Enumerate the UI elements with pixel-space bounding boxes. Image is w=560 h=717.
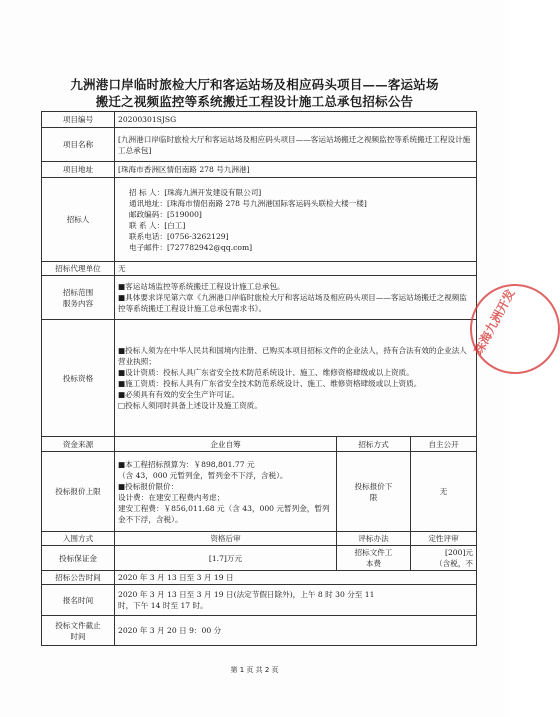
construction-fee-line: 建安工程费：￥856,011.68 元（含 43，000 元暂列金，暂列金不下浮，含税）。 xyxy=(118,503,330,524)
row-scope xyxy=(42,276,477,320)
row-funding xyxy=(42,437,477,452)
tender-method-label: 招标方式 xyxy=(337,437,411,452)
row-project-no xyxy=(42,112,477,128)
deadline-label-line-1: 投标文件截止 xyxy=(55,620,101,630)
tender-info-table xyxy=(41,111,477,646)
row-signup-time xyxy=(42,585,477,616)
tenderer-details xyxy=(115,178,477,262)
tenderer-label: 招标人 xyxy=(42,178,115,262)
tenderer-contact: 联 系 人：[白工] xyxy=(129,220,186,230)
document-fee-value-line-1: [200]元 xyxy=(445,548,474,557)
row-notice-time xyxy=(42,571,477,585)
deadline-value: 2020 年 3 月 20 日 9：00 分 xyxy=(115,616,477,646)
project-name-label: 项目名称 xyxy=(42,128,115,162)
tenderer-phone: 联系电话：[0756-3262129] xyxy=(129,231,229,241)
evaluation-method-value: 定性评审 xyxy=(411,532,477,546)
page-number: 第 1 页 共 2 页 xyxy=(230,666,279,674)
announcement-title xyxy=(40,76,469,110)
qualification-item-3: ■施工资质：投标人具有广东省安全技术防范系统设计、施工、维修资格肆级或以上资质。 xyxy=(118,379,422,388)
entry-method-label: 入围方式 xyxy=(42,532,115,546)
qualification-item-1: ■投标人须为在中华人民共和国境内注册、已购买本项目招标文件的企业法人，持有合法有效的企业法人营业执照； xyxy=(118,346,467,366)
tenderer-postcode: 邮政编码：[519000] xyxy=(129,209,202,219)
design-fee-line: 设计费：在建安工程费内考虑； xyxy=(118,492,225,502)
qualification-item-4: ■必须具有有效的安全生产许可证。 xyxy=(118,390,240,399)
tenderer-address: 通讯地址：[珠海市情侣南路 278 号九洲港国际客运码头联检大楼一楼] xyxy=(129,198,367,208)
price-floor-value: 无 xyxy=(411,452,477,532)
price-limit-heading: ■投标报价限价： xyxy=(118,481,179,491)
signup-time-line-2: 时，下午 14 时至 17 时。 xyxy=(118,601,208,610)
company-seal-text: 珠海九洲开发 xyxy=(471,286,518,357)
row-deadline xyxy=(42,616,477,646)
document-fee-label xyxy=(337,546,411,571)
project-no-value: 20200301SJSG xyxy=(115,112,477,128)
row-tenderer xyxy=(42,178,477,262)
qualification-item-2: ■设计资质：投标人具广东省安全技术防范系统设计、施工、维修资格肆级或以上资质。 xyxy=(118,368,414,377)
bid-bond-value: [1.7]万元 xyxy=(115,546,337,571)
tenderer-name: 招 标 人：[珠海九洲开发建设有限公司] xyxy=(129,187,262,197)
project-address-value: [珠海市香洲区情侣南路 278 号九洲港] xyxy=(115,162,477,178)
document-fee-label-line-2: 本费 xyxy=(365,559,382,568)
tenderer-email: 电子邮件：[727782942@qq.com] xyxy=(129,242,253,252)
project-no-label: 项目编号 xyxy=(42,112,115,128)
price-cap-label: 投标报价上限 xyxy=(42,452,115,532)
company-seal xyxy=(470,284,560,374)
price-floor-label xyxy=(337,452,411,532)
scope-label-line-2: 服务内容 xyxy=(62,298,94,308)
title-line-1: 九洲港口岸临时旅检大厅和客运站场及相应码头项目——客运站场 xyxy=(70,77,439,92)
notice-time-label: 招标公告时间 xyxy=(42,571,115,585)
tender-method-value: 自主公开 xyxy=(411,437,477,452)
scope-item-1: ■客运站场监控等系统搬迁工程设计施工总承包。 xyxy=(118,282,285,291)
row-agent xyxy=(42,262,477,276)
bid-bond-label: 投标保证金 xyxy=(42,546,115,571)
agent-value: 无 xyxy=(115,262,477,276)
row-price-cap xyxy=(42,452,477,532)
deadline-label xyxy=(42,616,115,646)
row-bid-bond xyxy=(42,546,477,571)
deadline-label-line-2: 时间 xyxy=(70,631,86,641)
scope-label xyxy=(42,276,115,320)
scope-item-2: ■具体要求详见第六章《九洲港口岸临时旅检大厅和客运站场及相应码头项目——客运站场搬迁之视频监控等系统搬迁工程设计施工总承包需求书》。 xyxy=(118,293,467,313)
row-project-name xyxy=(42,128,477,162)
funding-label: 资金来源 xyxy=(42,437,115,452)
project-name-value: [九洲港口岸临时旅检大厅和客运站场及相应码头项目——客运站场搬迁之视频监控等系统搬迁工程设计施工总承包] xyxy=(115,128,477,162)
row-entry-method xyxy=(42,532,477,546)
price-cap-value xyxy=(115,452,337,532)
evaluation-method-label: 评标办法 xyxy=(337,532,411,546)
agent-label: 招标代理单位 xyxy=(42,262,115,276)
row-qualification xyxy=(42,320,477,437)
scope-value xyxy=(115,276,477,320)
budget-note: （含 43，000 元暂列金，暂列金不下浮，含税）。 xyxy=(118,470,288,480)
signup-time-line-1: 2020 年 3 月 13 日至 3 月 19 日(法定节假日除外)，上午 8 时 30 分至 11 xyxy=(118,590,375,599)
qualification-label: 投标资格 xyxy=(42,320,115,437)
signup-time-value xyxy=(115,585,477,616)
scope-label-line-1: 招标范围 xyxy=(62,287,94,297)
price-floor-label-line-2: 限 xyxy=(369,492,378,502)
notice-time-value: 2020 年 3 月 13 日至 3 月 19 日 xyxy=(115,571,477,585)
document-fee-value xyxy=(411,546,477,571)
title-line-2: 搬迁之视频监控等系统搬迁工程设计施工总承包招标公告 xyxy=(95,94,414,109)
entry-method-value: 资格后审 xyxy=(115,532,337,546)
signup-time-label: 报名时间 xyxy=(42,585,115,616)
qualification-value xyxy=(115,320,477,437)
funding-value: 企业自筹 xyxy=(115,437,337,452)
document-fee-value-line-2: （含税，不 xyxy=(435,559,474,568)
budget-line: ■本工程招标预算为：￥898,801.77 元 xyxy=(118,459,255,469)
project-address-label: 项目地址 xyxy=(42,162,115,178)
document-fee-label-line-1: 招标文件工 xyxy=(354,548,393,557)
price-floor-label-line-1: 投标报价下 xyxy=(354,481,393,491)
qualification-item-5: □投标人须同时具备上述设计及施工资质。 xyxy=(118,401,262,410)
row-project-address xyxy=(42,162,477,178)
